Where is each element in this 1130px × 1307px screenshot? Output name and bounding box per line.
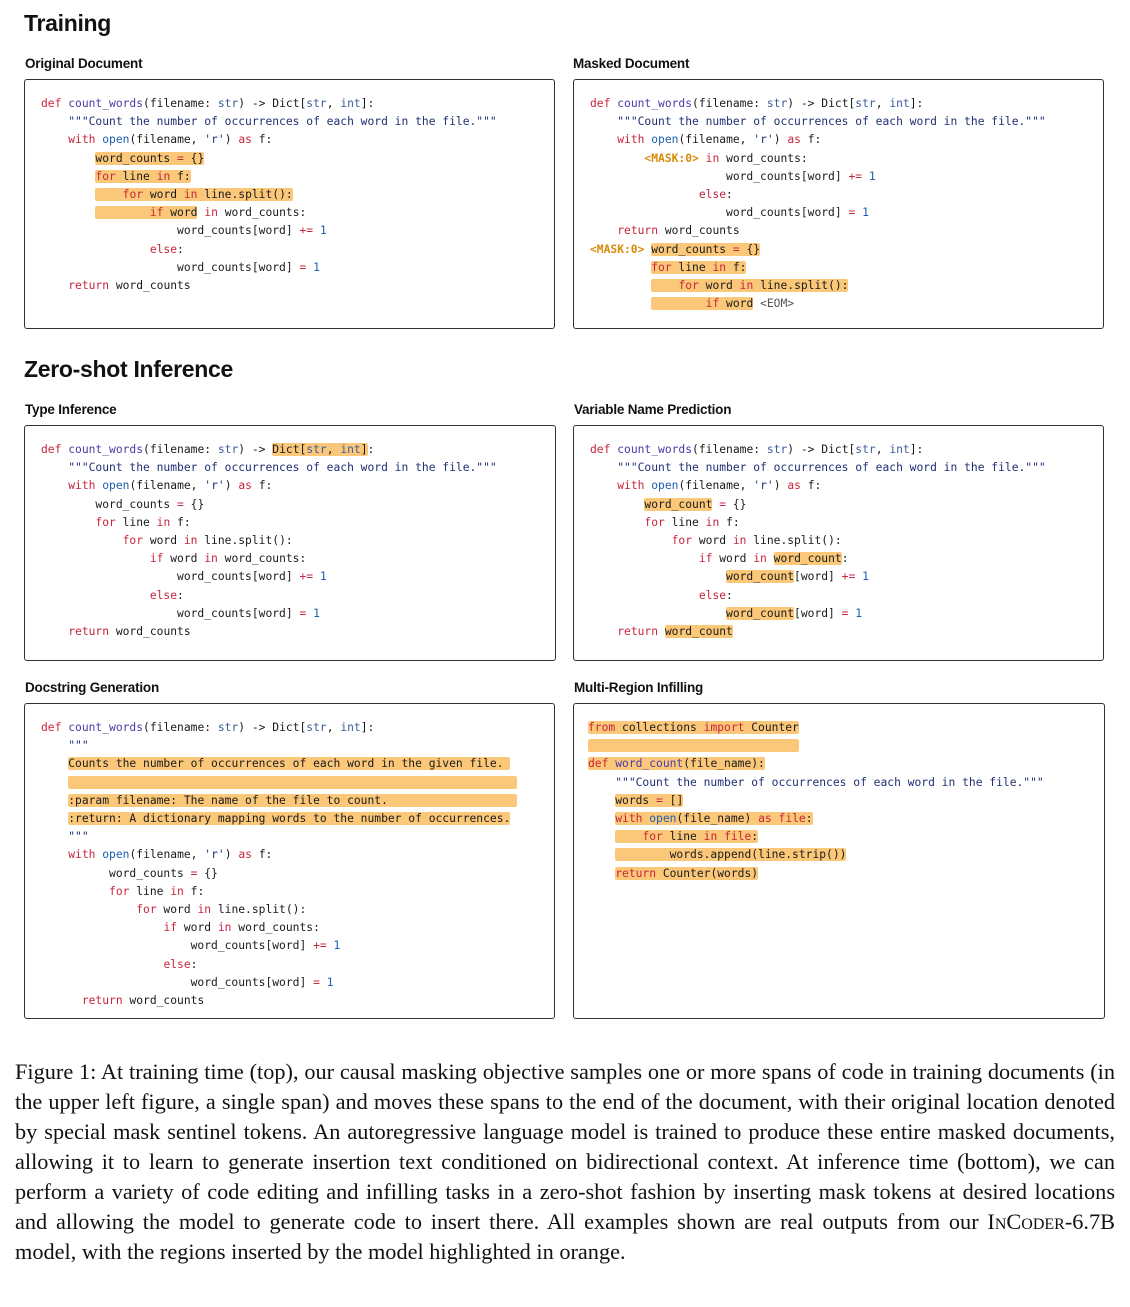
code-line: for word in line.split(): [122, 534, 293, 548]
inserted-region: Dict[str, int] [272, 443, 368, 456]
code-block [588, 719, 1044, 883]
inserted-region: with open(file_name) as file: [615, 812, 813, 826]
inserted-region: word_count [773, 552, 842, 566]
code-line: """ [68, 739, 89, 753]
code-line: if word in word_counts: [41, 206, 306, 219]
code-line: for word in line.split(): [671, 534, 842, 548]
code-line [588, 757, 765, 770]
code-line: """Count the number of occurrences of each word in the file.""" [615, 775, 1044, 789]
variable-name-prediction-label: Variable Name Prediction [574, 402, 732, 417]
inserted-region: word_counts = {} [651, 242, 761, 256]
mask-token: <MASK:0> [590, 242, 645, 256]
code-line: word_counts[word] += 1 [590, 169, 876, 183]
code-block [41, 719, 517, 1010]
code-line: """ [68, 830, 89, 844]
masked-document-label: Masked Document [573, 56, 690, 71]
inserted-region: Counts the number of occurrences of each word in the given file. [68, 757, 511, 771]
code-line: with open(filename, 'r') as f: [68, 133, 273, 147]
code-line: """Count the number of occurrences of each word in the file.""" [68, 461, 497, 475]
code-line [588, 830, 758, 843]
inserted-region: for line in f: [95, 169, 191, 183]
code-line [41, 757, 510, 770]
inserted-region: :param filename: The name of the file to count. [68, 793, 518, 807]
original-document-panel [24, 79, 555, 329]
code-line [588, 867, 758, 880]
code-line: word_counts = {} [41, 866, 218, 880]
code-line: """Count the number of occurrences of each word in the file.""" [68, 115, 497, 129]
code-line: else: [163, 957, 198, 971]
code-line: word_counts[word] = 1 [590, 206, 869, 220]
code-line [41, 152, 204, 165]
code-line: <MASK:0> in word_counts: [644, 151, 808, 165]
inserted-region: word_count [726, 570, 795, 584]
code-line: with open(filename, 'r') as f: [68, 848, 273, 862]
code-line: if word <EOM> [590, 297, 794, 310]
code-line: """Count the number of occurrences of each word in the file.""" [617, 461, 1046, 475]
code-line: word_counts[word] = 1 [41, 975, 334, 989]
inserted-region: def word_count(file_name): [588, 757, 765, 771]
code-block [590, 95, 1046, 313]
code-line: word_counts[word] = 1 [41, 260, 320, 274]
docstring-generation-label: Docstring Generation [25, 680, 160, 695]
code-line: word_counts[word] = 1 [41, 606, 320, 620]
code-line [41, 188, 293, 201]
code-line: if word in word_count: [698, 552, 849, 566]
code-line: word_count[word] = 1 [726, 606, 863, 620]
code-line [590, 279, 848, 292]
code-line: def count_words(filename: str) -> Dict[str, int]: [590, 443, 924, 456]
code-line: return word_count [617, 625, 733, 639]
code-line [41, 812, 510, 825]
inserted-region: if word [651, 297, 753, 310]
code-line: if word in word_counts: [149, 552, 307, 566]
code-line: def count_words(filename: str) -> Dict[str, int]: [590, 97, 924, 110]
caption-text-end: model, with the regions inserted by the model highlighted in orange. [15, 1239, 626, 1264]
code-line: def count_words(filename: str) -> Dict[str, int]: [41, 443, 375, 456]
multi-region-infilling-panel [573, 703, 1105, 1019]
code-line [41, 776, 517, 789]
training-heading: Training [24, 10, 112, 36]
type-inference-panel [24, 425, 556, 661]
inserted-region: word_count [644, 497, 713, 511]
code-line: word_counts[word] += 1 [41, 224, 327, 238]
original-document-label: Original Document [25, 56, 143, 71]
code-line: word_counts = {} [41, 497, 205, 511]
docstring-generation-panel [24, 703, 555, 1019]
inserted-region: word_counts = {} [95, 151, 205, 165]
inserted-region: if word [95, 206, 197, 219]
masked-document-panel [573, 79, 1104, 329]
inserted-region: for line in file: [615, 830, 758, 843]
code-line: for line in f: [95, 515, 191, 529]
code-line: for word in line.split(): [136, 903, 307, 917]
code-line: with open(filename, 'r') as f: [68, 479, 273, 493]
code-line: return word_counts [68, 625, 191, 639]
code-line: for line in f: [109, 884, 205, 898]
inserted-region: for word in line.split(): [651, 279, 848, 292]
code-line: word_count[word] += 1 [726, 570, 869, 584]
code-line [588, 721, 799, 734]
inserted-region: word_count [726, 606, 795, 620]
code-line: else: [149, 242, 184, 256]
code-line: def count_words(filename: str) -> Dict[str, int]: [41, 97, 375, 110]
inserted-region: for word in line.split(): [95, 188, 292, 201]
code-line: if word in word_counts: [163, 921, 320, 935]
code-line [588, 848, 846, 861]
code-line: word_counts[word] += 1 [41, 939, 341, 953]
variable-name-prediction-panel [573, 425, 1104, 661]
code-line [41, 170, 191, 183]
inserted-region: word_count [664, 625, 733, 639]
inserted-region: for line in f: [651, 260, 747, 274]
inserted-region [588, 739, 799, 752]
figure-caption [15, 1057, 1115, 1267]
code-line: for line in f: [644, 515, 740, 529]
code-line [590, 261, 746, 274]
caption-text: Figure 1: At training time (top), our causal masking objective samples one or more spans of code in training documents (in the upper left figure, a single span) and moves these spans to the end of the document, with their original location denoted by special mask sentinel tokens. An autoregressive language model is trained to produce these entire masked documents, allowing it to learn to generate insertion text conditioned on bidirectional context. At inference time (bottom), we can perform a variety of code editing and infilling tasks in a zero-shot fashion by inserting mask tokens at desired locations and allowing the model to generate code to insert there. All examples shown are real outputs from our [15, 1059, 1115, 1234]
code-line: return word_counts [68, 279, 191, 293]
inserted-region: words.append(line.strip()) [615, 848, 847, 862]
code-line: with open(filename, 'r') as f: [617, 133, 822, 147]
code-block [41, 441, 497, 641]
type-inference-label: Type Inference [25, 402, 117, 417]
code-line [588, 739, 799, 752]
zero-shot-heading: Zero-shot Inference [24, 356, 234, 382]
code-block [590, 441, 1046, 641]
code-line: word_counts[word] += 1 [41, 570, 327, 584]
code-line: return word_counts [81, 994, 205, 1008]
inserted-region: words = [] [615, 793, 684, 807]
code-line [588, 812, 813, 825]
code-line [590, 243, 760, 256]
inserted-region: from collections import Counter [588, 721, 799, 734]
inserted-region: :return: A dictionary mapping words to the number of occurrences. [68, 812, 511, 826]
code-line: return word_counts [617, 224, 740, 238]
inserted-region: return Counter(words) [615, 866, 759, 880]
mask-token: <MASK:0> [644, 151, 699, 165]
code-line: """Count the number of occurrences of each word in the file.""" [617, 115, 1046, 129]
code-block [41, 95, 497, 295]
code-line: def count_words(filename: str) -> Dict[str, int]: [41, 721, 375, 734]
code-line: word_count = {} [644, 497, 747, 511]
inserted-region [68, 776, 517, 789]
code-line: else: [698, 188, 733, 202]
code-line [41, 794, 517, 807]
code-line: with open(filename, 'r') as f: [617, 479, 822, 493]
code-line: else: [698, 588, 733, 602]
model-name: InCoder-6.7B [987, 1209, 1115, 1234]
code-line [588, 794, 683, 807]
code-line: else: [149, 588, 184, 602]
multi-region-infilling-label: Multi-Region Infilling [574, 680, 704, 695]
